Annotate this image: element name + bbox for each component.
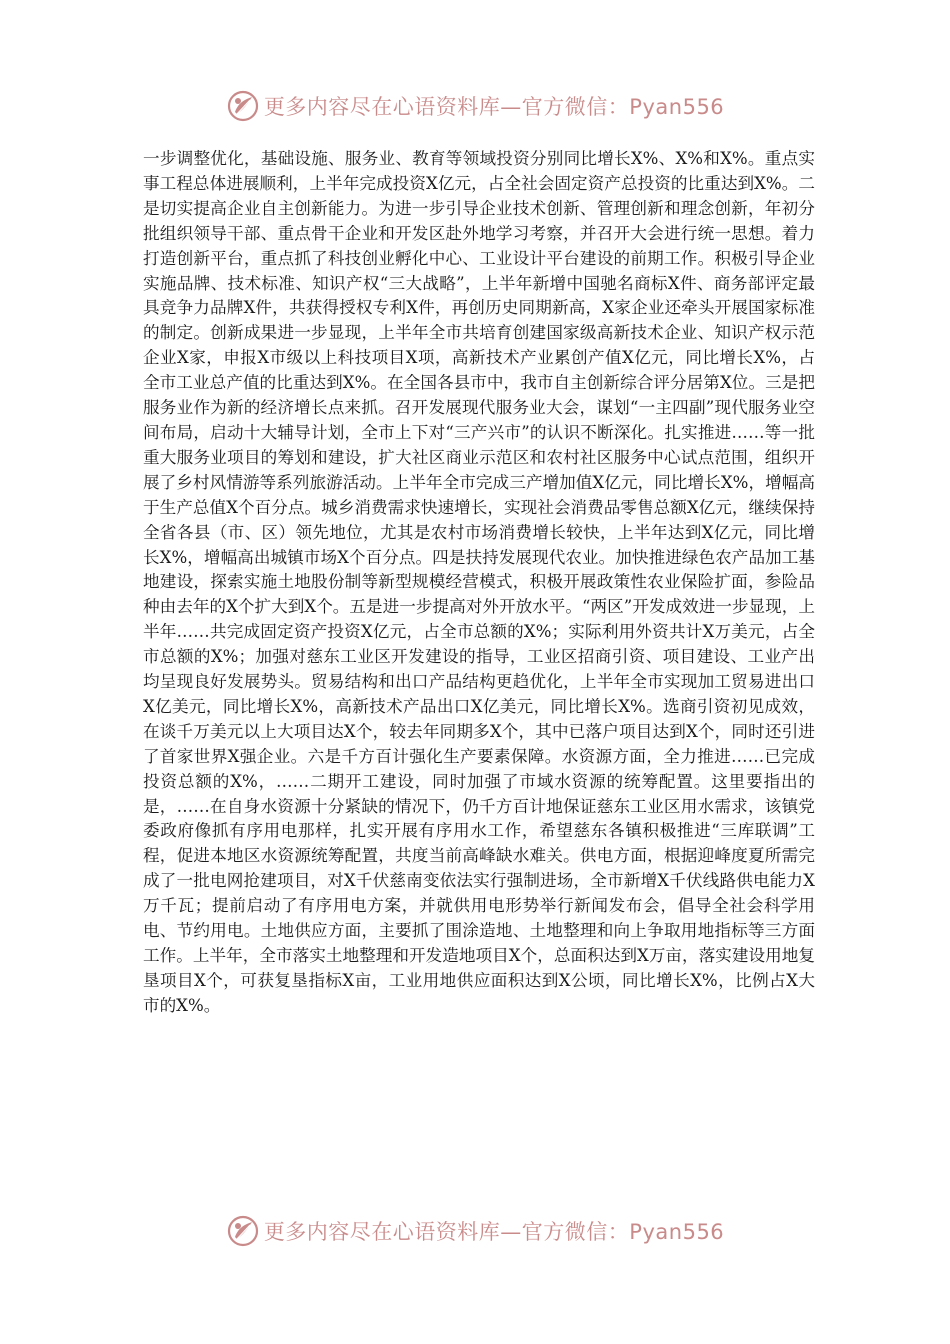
footer-watermark-banner <box>0 1211 950 1251</box>
logo-icon <box>226 89 260 123</box>
document-body-paragraph: 一步调整优化，基础设施、服务业、教育等领域投资分别同比增长X%、X%和X%。重点实事工程总体进展顺利，上半年完成投资X亿元，占全社会固定资产总投资的比重达到X%。二是切实提高企业自主创新能力。为进一步引导企业技术创新、管理创新和理念创新，年初分批组织领导干部、重点骨干企业和开发区赴外地学习考察，并召开大会进行统一思想。着力打造创新平台，重点抓了科技创业孵化中心、工业设计平台建设的前期工作。积极引导企业实施品牌、技术标准、知识产权“三大战略”，上半年新增中国驰名商标X件、商务部评定最具竞争力品牌X件，共获得授权专利X件，再创历史同期新高，X家企业还牵头开展国家标准的制定。创新成果进一步显现，上半年全市共培育创建国家级高新技术企业、知识产权示范企业X家，申报X市级以上科技项目X项，高新技术产业累创产值X亿元，同比增长X%，占全市工业总产值的比重达到X%。在全国各县市中，我市自主创新综合评分居第X位。三是把服务业作为新的经济增长点来抓。召开发展现代服务业大会，谋划“一主四副”现代服务业空间布局，启动十大辅导计划，全市上下对“三产兴市”的认识不断深化。扎实推进……等一批重大服务业项目的筹划和建设，扩大社区商业示范区和农村社区服务中心试点范围，组织开展了乡村风情游等系列旅游活动。上半年全市完成三产增加值X亿元，同比增长X%，增幅高于生产总值X个百分点。城乡消费需求快速增长，实现社会消费品零售总额X亿元，继续保持全省各县（市、区）领先地位，尤其是农村市场消费增长较快，上半年达到X亿元，同比增长X%，增幅高出城镇市场X个百分点。四是扶持发展现代农业。加快推进绿色农产品加工基地建设，探索实施土地股份制等新型规模经营模式，积极开展政策性农业保险扩面，参险品种由去年的X个扩大到X个。五是进一步提高对外开放水平。“两区”开发成效进一步显现，上半年……共完成固定资产投资X亿元，占全市总额的X%；实际利用外资共计X万美元，占全市总额的X%；加强对慈东工业区开发建设的指导，工业区招商引资、项目建设、工业产出均呈现良好发展势头。贸易结构和出口产品结构更趋优化，上半年全市实现加工贸易进出口X亿美元，同比增长X%，高新技术产品出口X亿美元，同比增长X%。选商引资初见成效，在谈千万美元以上大项目达X个，较去年同期多X个，其中已落户项目达到X个，同时还引进了首家世界X强企业。六是千方百计强化生产要素保障。水资源方面，全力推进……已完成投资总额的X%，……二期开工建设，同时加强了市域水资源的统筹配置。这里要指出的是，……在自身水资源十分紧缺的情况下，仍千方百计地保证慈东工业区用水需求，该镇党委政府像抓有序用电那样，扎实开展有序用水工作，希望慈东各镇积极推进“三库联调”工程，促进本地区水资源统筹配置，共度当前高峰缺水难关。供电方面，根据迎峰度夏所需完成了一批电网抢建项目，对X千伏慈南变依法实行强制进场，全市新增X千伏线路供电能力X万千瓦；提前启动了有序用电方案，并就供用电形势举行新闻发布会，倡导全社会科学用电、节约用电。土地供应方面，主要抓了围涂造地、土地整理和向上争取用地指标等三方面工作。上半年，全市落实土地整理和开发造地项目X个，总面积达到X万亩，落实建设用地复垦项目X个，可获复垦指标X亩，工业用地供应面积达到X公顷，同比增长X%，比例占X大市的X%。 <box>143 149 815 1015</box>
logo-icon <box>226 1214 260 1248</box>
footer-watermark-text: 更多内容尽在心语资料库—官方微信：Pyan556 <box>263 1220 725 1244</box>
header-watermark-text: 更多内容尽在心语资料库—官方微信：Pyan556 <box>263 95 725 119</box>
header-watermark-banner <box>0 86 950 126</box>
